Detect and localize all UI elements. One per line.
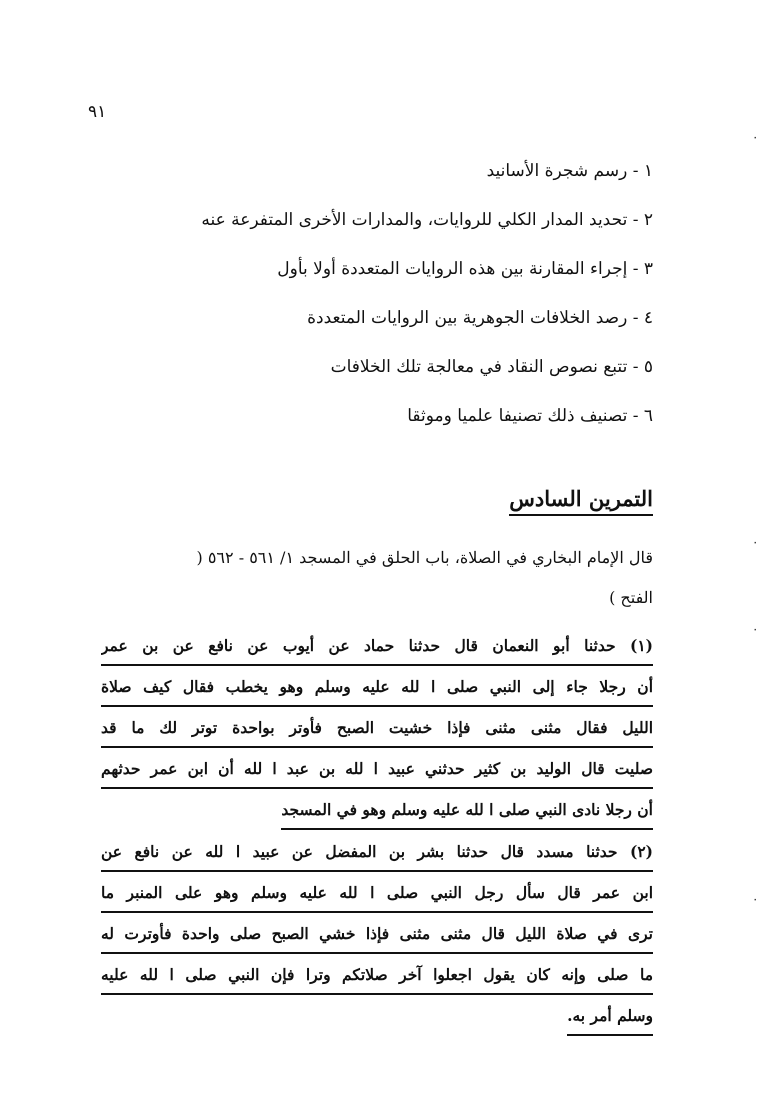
- hadith-2-last-line-wrap: [101, 995, 653, 1040]
- hadith-2-line-2: ابن عمر قال سأل رجل النبي صلى ا لله عليه وسلم وهو على المنبر ما: [101, 872, 653, 913]
- hadith-2-line-4: ما صلى وإنه كان يقول اجعلوا آخر صلاتكم وترا فإن النبي صلى ا لله عليه: [101, 954, 653, 995]
- margin-dot: ٠: [752, 130, 759, 144]
- step-item-3: ٣ - إجراء المقارنة بين هذه الروايات المتعددة أولا بأول: [277, 259, 653, 279]
- step-item-6: ٦ - تصنيف ذلك تصنيفا علميا وموثقا: [407, 406, 653, 426]
- hadith-block-1: [101, 625, 653, 834]
- hadith-1-last-line-wrap: [101, 789, 653, 834]
- hadith-2-line-1: (٢) حدثنا مسدد قال حدثنا بشر بن المفضل عن عبيد ا لله عن نافع عن: [101, 831, 653, 872]
- step-item-4: ٤ - رصد الخلافات الجوهرية بين الروايات المتعددة: [307, 308, 653, 328]
- step-item-5: ٥ - تتبع نصوص النقاد في معالجة تلك الخلافات: [330, 357, 653, 377]
- step-item-2: ٢ - تحديد المدار الكلي للروايات، والمدارات الأخرى المتفرعة عنه: [201, 210, 653, 230]
- hadith-block-2: [101, 831, 653, 1040]
- step-item-1: ١ - رسم شجرة الأسانيد: [486, 161, 653, 181]
- hadith-1-line-3: الليل فقال مثنى مثنى فإذا خشيت الصبح فأوتر بواحدة توتر لك ما قد: [101, 707, 653, 748]
- page-number: ٩١: [88, 102, 107, 122]
- intro-line-1: قال الإمام البخاري في الصلاة، باب الحلق في المسجد ١/ ٥٦١ - ٥٦٢ (: [196, 548, 653, 567]
- margin-dot: ٠: [752, 535, 759, 549]
- hadith-2-line-3: ترى في صلاة الليل قال مثنى مثنى فإذا خشي الصبح صلى واحدة فأوترت له: [101, 913, 653, 954]
- section-heading: التمرين السادس: [509, 486, 653, 516]
- margin-dot: ٠: [752, 892, 759, 906]
- hadith-2-line-5: وسلم أمر به.: [567, 995, 653, 1036]
- intro-paragraph: [113, 538, 653, 618]
- hadith-1-line-2: أن رجلا جاء إلى النبي صلى ا لله عليه وسلم وهو يخطب فقال كيف صلاة: [101, 666, 653, 707]
- intro-line-2: الفتح ): [609, 588, 653, 607]
- margin-dot: ٠: [752, 622, 759, 636]
- hadith-1-line-4: صليت قال الوليد بن كثير حدثني عبيد ا لله بن عبد ا لله أن ابن عمر حدثهم: [101, 748, 653, 789]
- methodology-steps-list: [133, 150, 653, 444]
- hadith-1-line-5: أن رجلا نادى النبي صلى ا لله عليه وسلم وهو في المسجد: [281, 789, 653, 830]
- hadith-1-line-1: (١) حدثنا أبو النعمان قال حدثنا حماد عن أيوب عن نافع عن بن عمر: [101, 625, 653, 666]
